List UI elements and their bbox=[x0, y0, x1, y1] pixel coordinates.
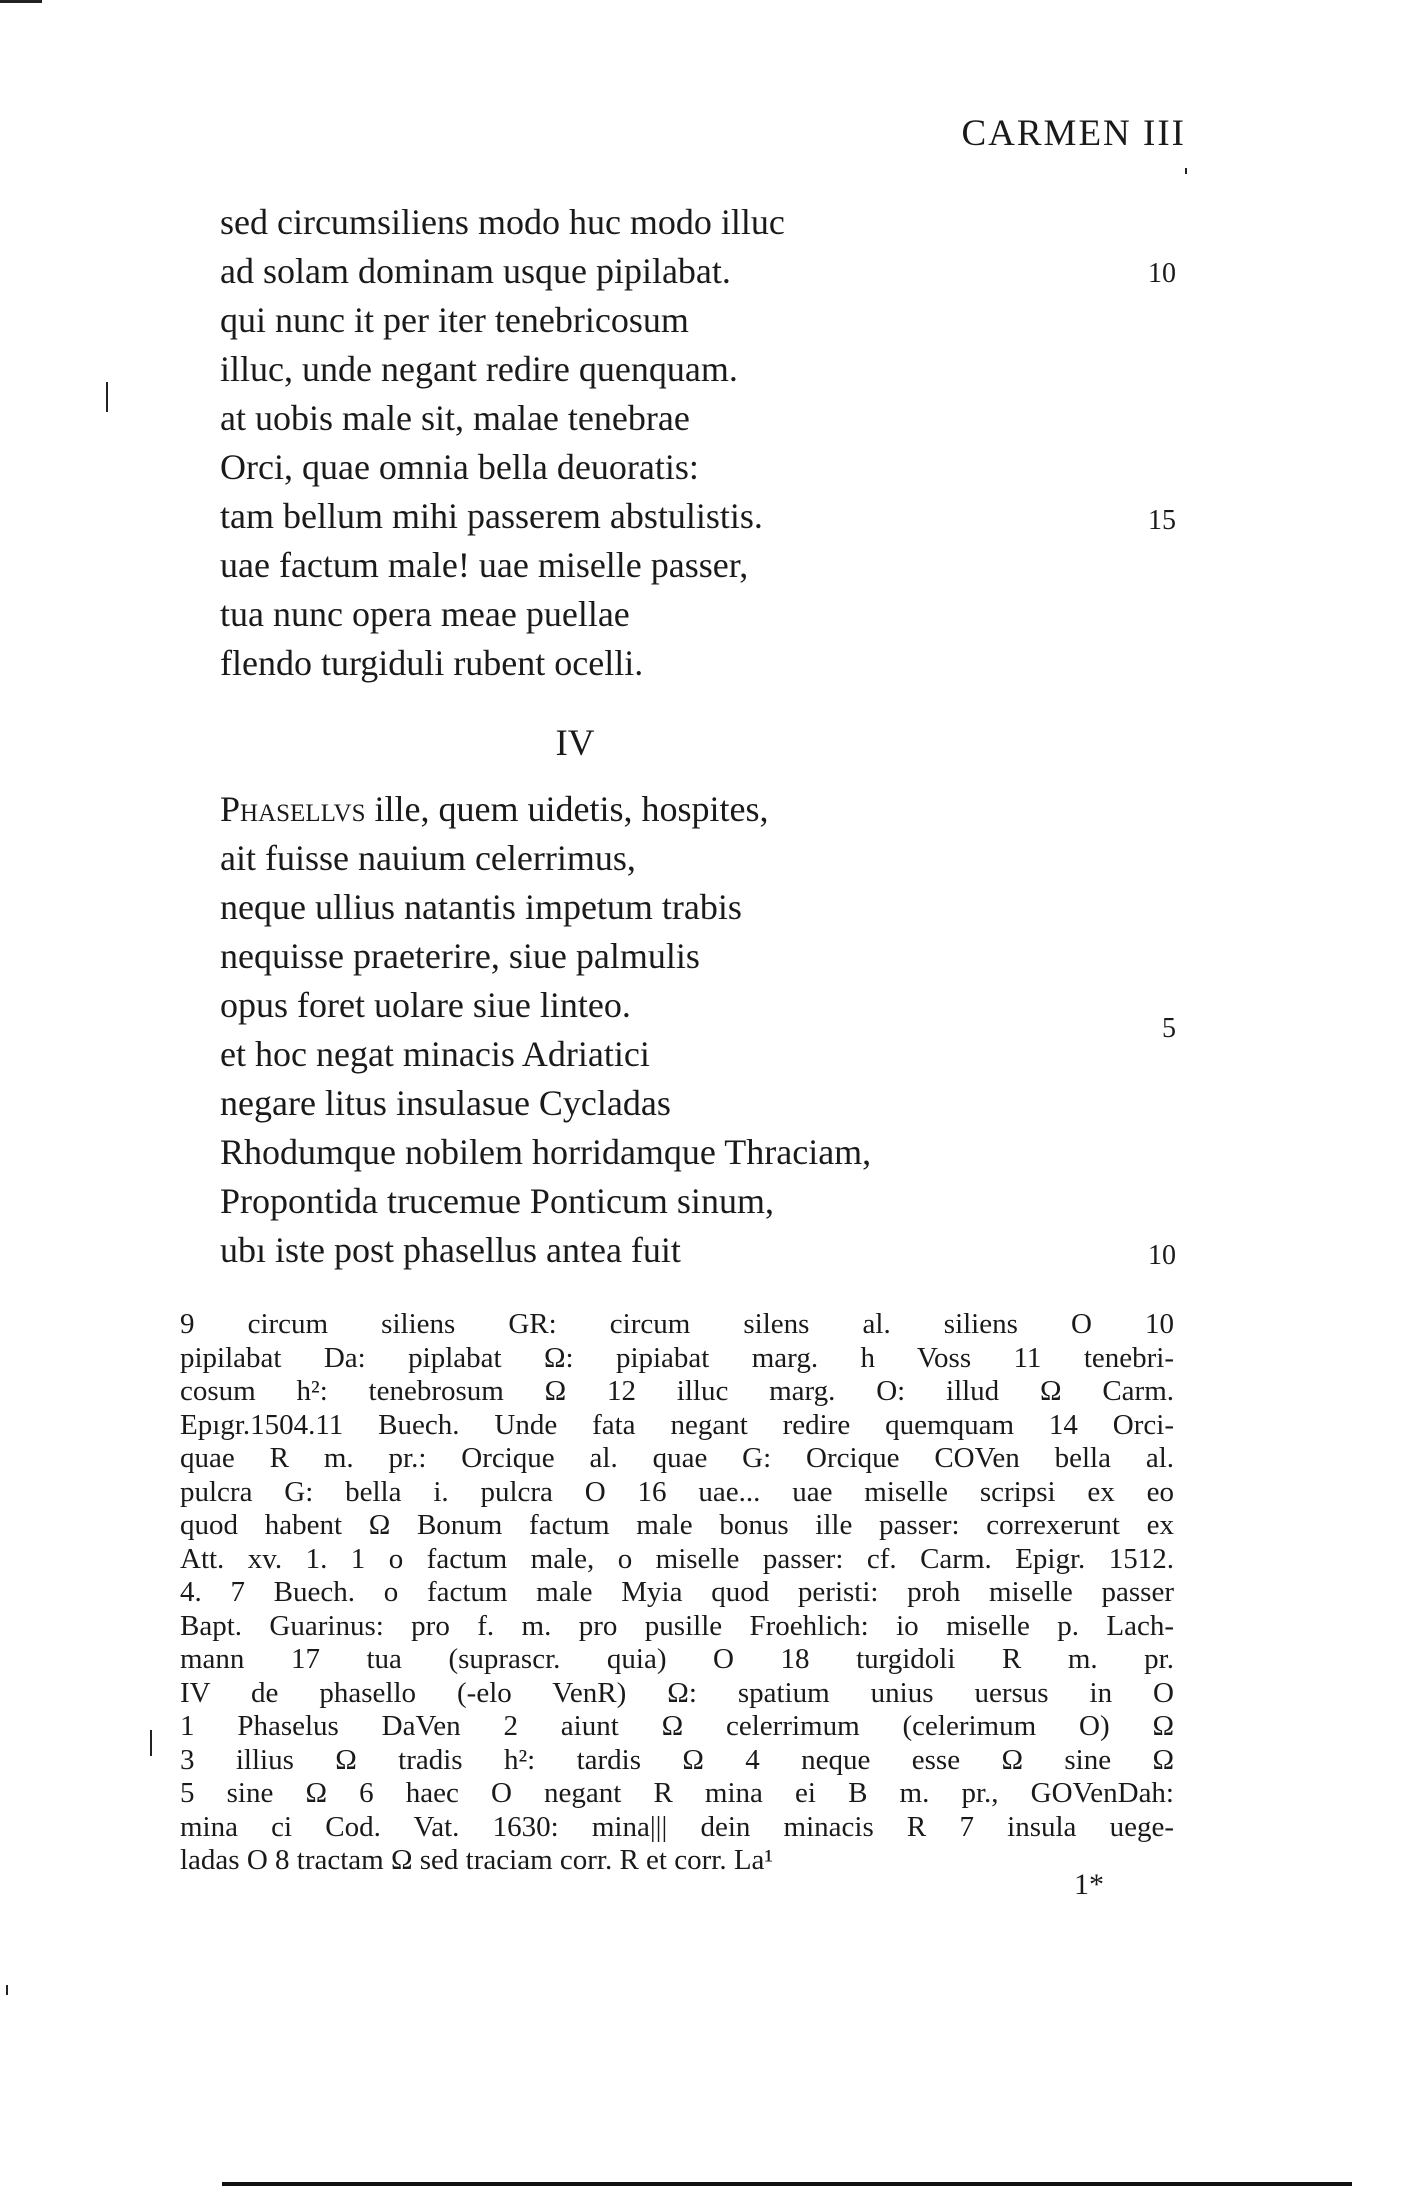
apparatus-line: Bapt. Guarinus: pro f. m. pro pusille Froehlich: io miselle p. Lach- bbox=[180, 1609, 1174, 1642]
critical-apparatus bbox=[180, 1308, 1174, 1878]
apparatus-line: mann 17 tua (suprascr. quia) O 18 turgidoli R m. pr. bbox=[180, 1643, 1174, 1675]
apparatus-line: Att. xv. 1. 1 o factum male, o miselle passer: cf. Carm. Epigr. 1512. bbox=[180, 1542, 1174, 1575]
apparatus-line: 3 illius Ω tradis h²: tardis Ω 4 neque esse Ω sine Ω bbox=[180, 1743, 1174, 1776]
scan-mark bbox=[6, 1985, 8, 1995]
poem-line: ait fuisse nauium celerrimus, bbox=[220, 838, 636, 878]
poem-line: nequisse praeterire, siue palmulis bbox=[220, 936, 700, 976]
line-number: 10 bbox=[1148, 1240, 1176, 1271]
poem-line: sed circumsiliens modo huc modo illuc bbox=[220, 202, 785, 242]
scan-mark bbox=[106, 382, 108, 412]
poem-line: illuc, unde negant redire quenquam. bbox=[220, 349, 738, 389]
poem-line: ubı iste post phasellus antea fuit bbox=[220, 1230, 681, 1270]
poem-line: at uobis male sit, malae tenebrae bbox=[220, 398, 690, 438]
apparatus-line: quod habent Ω Bonum factum male bonus ille passer: correxerunt ex bbox=[180, 1509, 1174, 1541]
apparatus-line: Epıgr.1504.11 Buech. Unde fata negant redire quemquam 14 Orci- bbox=[180, 1408, 1174, 1441]
apparatus-line: 1 Phaselus DaVen 2 aiunt Ω celerrimum (celerimum O) Ω bbox=[180, 1710, 1174, 1742]
poem-line: et hoc negat minacis Adriatici bbox=[220, 1034, 650, 1074]
poem-line: uae factum male! uae miselle passer, bbox=[220, 545, 749, 585]
poem-line: ad solam dominam usque pipilabat. bbox=[220, 251, 731, 291]
apparatus-line: pulcra G: bella i. pulcra O 16 uae... uae miselle scripsi ex eo bbox=[180, 1475, 1174, 1508]
poem-line: negare litus insulasue Cycladas bbox=[220, 1083, 671, 1123]
apparatus-line: IV de phasello (-elo VenR) Ω: spatium unius uersus in O bbox=[180, 1676, 1174, 1709]
scan-mark bbox=[1185, 168, 1187, 174]
line-number: 5 bbox=[1162, 1013, 1176, 1044]
line-number: 15 bbox=[1148, 505, 1176, 536]
section-heading: IV bbox=[555, 723, 595, 764]
scan-mark bbox=[150, 1730, 152, 1756]
poem-line: opus foret uolare siue linteo. bbox=[220, 985, 631, 1025]
apparatus-line: 9 circum siliens GR: circum silens al. siliens O 10 bbox=[180, 1308, 1174, 1340]
apparatus-line: pipilabat Da: piplabat Ω: pipiabat marg. h Voss 11 tenebri- bbox=[180, 1341, 1174, 1374]
poem-line: qui nunc it per iter tenebricosum bbox=[220, 300, 689, 340]
poem-line: Propontida trucemue Ponticum sinum, bbox=[220, 1181, 774, 1221]
apparatus-line: cosum h²: tenebrosum Ω 12 illuc marg. O: illud Ω Carm. bbox=[180, 1375, 1174, 1407]
poem-line: Rhodumque nobilem horridamque Thraciam, bbox=[220, 1132, 872, 1172]
running-head: CARMEN III bbox=[961, 113, 1186, 154]
poem-line: neque ullius natantis impetum trabis bbox=[220, 887, 742, 927]
apparatus-line: ladas O 8 tractam Ω sed traciam corr. R et corr. La¹ bbox=[180, 1844, 774, 1876]
signature-mark: 1* bbox=[1074, 1868, 1104, 1901]
apparatus-line: mina ci Cod. Vat. 1630: mina||| dein minacis R 7 insula uege- bbox=[180, 1810, 1174, 1843]
first-line-rest: ille, quem uidetis, hospites, bbox=[365, 789, 769, 829]
poem-line: flendo turgiduli rubent ocelli. bbox=[220, 643, 644, 683]
apparatus-line: 5 sine Ω 6 haec O negant R mina ei B m. pr., GOVenDah: bbox=[180, 1777, 1174, 1809]
scan-rule bbox=[0, 0, 42, 3]
incipit-word: Phasellvs bbox=[220, 789, 366, 829]
poem-line-first bbox=[220, 785, 768, 833]
apparatus-line: quae R m. pr.: Orcique al. quae G: Orcique COVen bella al. bbox=[180, 1442, 1174, 1474]
line-number: 10 bbox=[1148, 258, 1176, 289]
poem-line: tua nunc opera meae puellae bbox=[220, 594, 630, 634]
poem-line: tam bellum mihi passerem abstulistis. bbox=[220, 496, 763, 536]
bottom-rule bbox=[222, 2182, 1352, 2186]
apparatus-line: 4. 7 Buech. o factum male Myia quod peristi: proh miselle passer bbox=[180, 1576, 1174, 1608]
poem-line: Orci, quae omnia bella deuoratis: bbox=[220, 447, 699, 487]
